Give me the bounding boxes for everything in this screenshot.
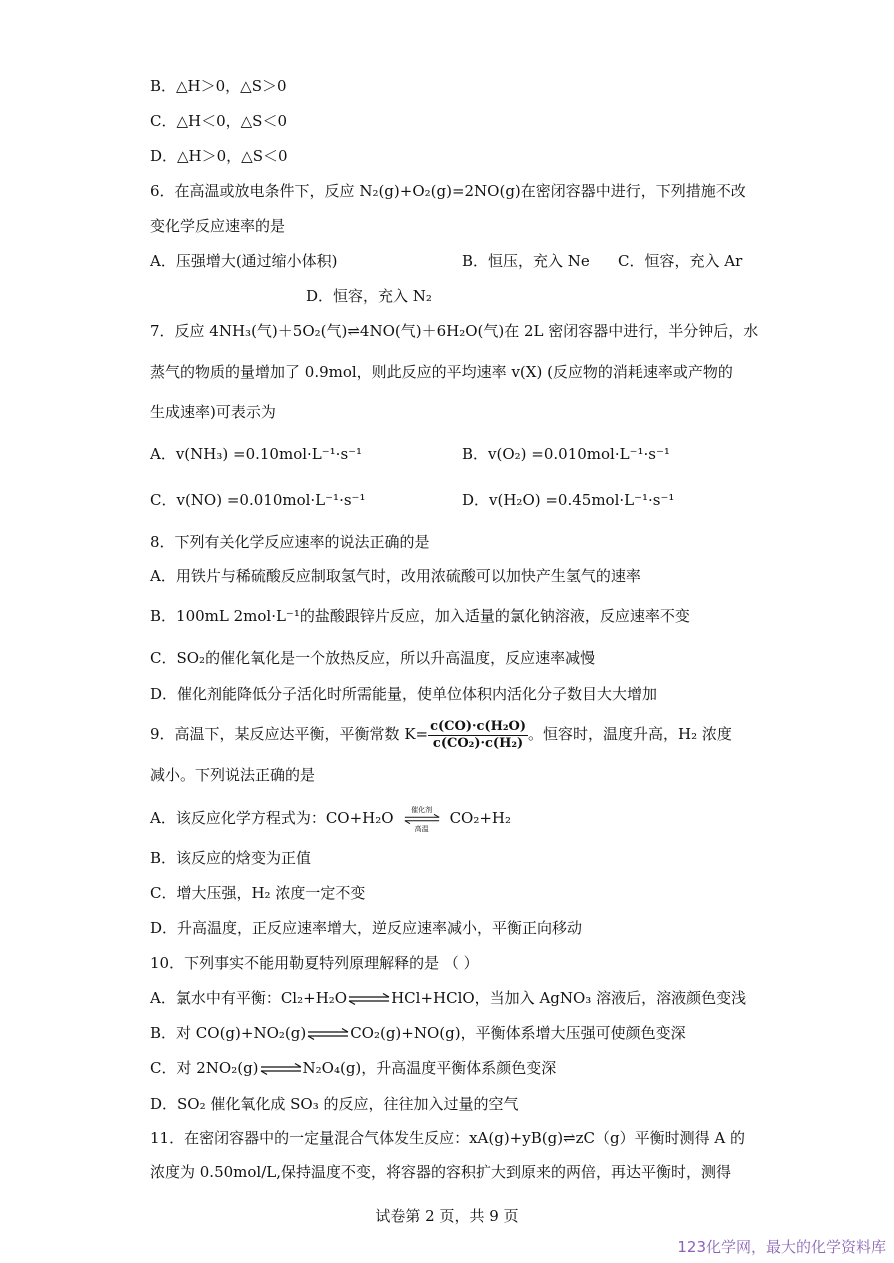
equilibrium-constant-fraction	[428, 719, 528, 752]
q10-option-c	[150, 1058, 556, 1078]
q8-option-d: D．催化剂能降低分子活化时所需能量，使单位体积内活化分子数目大大增加	[150, 685, 658, 703]
q9-option-a	[150, 806, 512, 833]
q8-option-c: C．SO₂的催化氧化是一个放热反应，所以升高温度，反应速率减慢	[150, 649, 596, 667]
page-footer: 试卷第 2 页，共 9 页	[375, 1207, 519, 1225]
q5-option-d: D．△H＞0，△S＜0	[150, 147, 288, 165]
q9-stem-suffix: 。恒容时，温度升高，H₂ 浓度	[528, 725, 732, 743]
q10-option-c-left: C．对 2NO₂(g)	[150, 1059, 259, 1077]
q9-option-d: D．升高温度，正反应速率增大，逆反应速率减小，平衡正向移动	[150, 919, 583, 937]
q6-option-b: B．恒压，充入 Ne	[462, 252, 590, 270]
q6-option-d: D．恒容，充入 N₂	[306, 287, 432, 305]
q7-option-a: A．v(NH₃) =0.10mol·L⁻¹·s⁻¹	[150, 445, 363, 463]
q10-option-c-right: N₂O₄(g)，升高温度平衡体系颜色变深	[302, 1059, 557, 1077]
q8-option-a: A．用铁片与稀硫酸反应制取氢气时，改用浓硫酸可以加快产生氢气的速率	[150, 567, 641, 585]
q9-option-a-products: CO₂+H₂	[449, 809, 512, 827]
catalyst-arrow	[394, 806, 450, 833]
q9-stem-line1	[150, 716, 732, 752]
q9-option-a-reactants: A．该反应化学方程式为：CO+H₂O	[150, 809, 394, 827]
q8-option-b: B．100mL 2mol·L⁻¹的盐酸跟锌片反应，加入适量的氯化钠溶液，反应速率不变	[150, 607, 690, 625]
q10-option-a-right: HCl+HClO，当加入 AgNO₃ 溶液后，溶液颜色变浅	[391, 989, 747, 1007]
q7-stem-line1: 7．反应 4NH₃(气)＋5O₂(气)⇌4NO(气)＋6H₂O(气)在 2L 密闭容器中进行，半分钟后，水	[150, 322, 759, 340]
q10-option-a-left: A．氯水中有平衡：Cl₂+H₂O	[150, 989, 348, 1007]
q9-option-c: C．增大压强，H₂ 浓度一定不变	[150, 884, 366, 902]
q10-option-d: D．SO₂ 催化氧化成 SO₃ 的反应，往往加入过量的空气	[150, 1095, 519, 1113]
high-temp-label: 高温	[414, 825, 429, 833]
q7-stem-line2: 蒸气的物质的量增加了 0.9mol，则此反应的平均速率 v(X) (反应物的消耗速率或产物的	[150, 363, 733, 381]
reversible-arrow-icon	[306, 1027, 350, 1041]
reversible-arrow-icon	[259, 1062, 303, 1076]
q9-stem-prefix: 9．高温下，某反应达平衡，平衡常数 K=	[150, 725, 429, 743]
q6-stem-line2: 变化学反应速率的是	[150, 217, 286, 235]
reversible-arrow-icon	[347, 992, 391, 1006]
q8-stem: 8．下列有关化学反应速率的说法正确的是	[150, 533, 430, 551]
q9-stem-line2: 减小。下列说法正确的是	[150, 766, 316, 784]
q11-stem-line2: 浓度为 0.50mol/L,保持温度不变，将容器的容积扩大到原来的两倍，再达平衡时，测得	[150, 1163, 732, 1181]
q11-stem-line1: 11．在密闭容器中的一定量混合气体发生反应：xA(g)+yB(g)⇌zC（g）平衡时测得 A 的	[150, 1129, 745, 1147]
catalyst-label: 催化剂	[411, 806, 433, 814]
q10-option-b	[150, 1023, 686, 1043]
q7-option-d: D．v(H₂O) =0.45mol·L⁻¹·s⁻¹	[462, 491, 675, 509]
q10-stem: 10．下列事实不能用勒夏特列原理解释的是 （ ）	[150, 954, 479, 972]
q5-option-c: C．△H＜0，△S＜0	[150, 112, 287, 130]
watermark: 123化学网，最大的化学资料库	[677, 1238, 886, 1256]
q10-option-b-left: B．对 CO(g)+NO₂(g)	[150, 1024, 307, 1042]
fraction-numerator: c(CO)·c(H₂O)	[430, 718, 527, 734]
q7-stem-line3: 生成速率)可表示为	[150, 403, 276, 421]
q9-option-b: B．该反应的焓变为正值	[150, 849, 312, 867]
q7-option-c: C．v(NO) =0.010mol·L⁻¹·s⁻¹	[150, 491, 366, 509]
q10-option-a	[150, 988, 746, 1008]
q7-option-b: B．v(O₂) =0.010mol·L⁻¹·s⁻¹	[462, 445, 670, 463]
reversible-arrow-icon	[396, 813, 448, 825]
q6-option-a: A．压强增大(通过缩小体积)	[150, 252, 338, 270]
q10-option-b-right: CO₂(g)+NO(g)，平衡体系增大压强可使颜色变深	[350, 1024, 686, 1042]
q6-stem-line1: 6．在高温或放电条件下，反应 N₂(g)+O₂(g)=2NO(g)在密闭容器中进行，下列措施不改	[150, 182, 746, 200]
q6-option-c: C．恒容，充入 Ar	[618, 252, 743, 270]
q5-option-b: B．△H＞0，△S＞0	[150, 77, 287, 95]
fraction-denominator: c(CO₂)·c(H₂)	[432, 735, 524, 751]
